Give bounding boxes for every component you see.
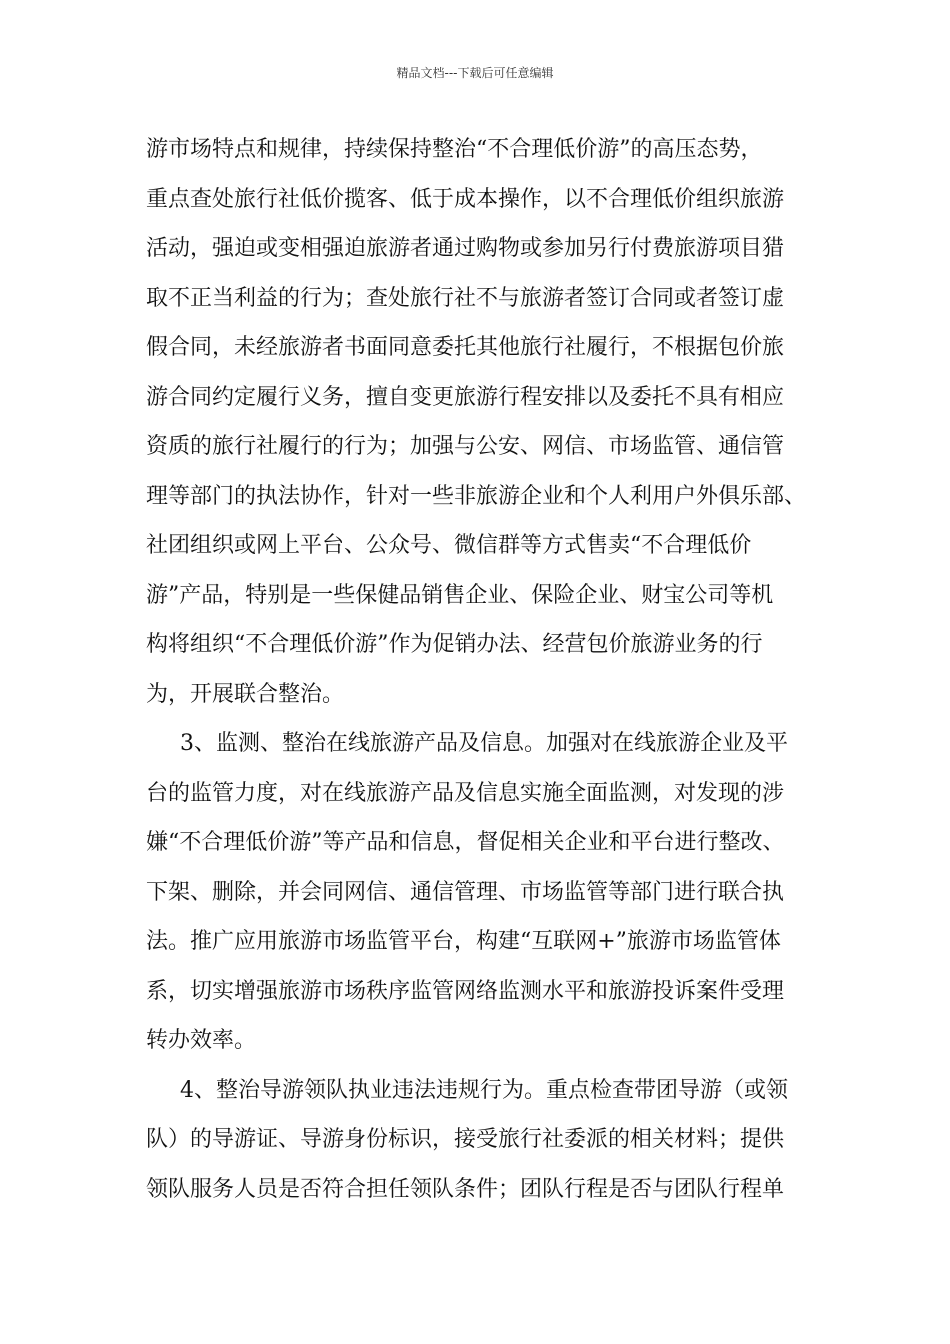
text-line: 资质的旅行社履行的行为；加强与公安、网信、市场监管、通信管: [146, 434, 785, 459]
text-line: 理等部门的执法协作，针对一些非旅游企业和个人利用户外俱乐部、: [146, 483, 807, 509]
text-line: 领队服务人员是否符合担任领队条件；团队行程是否与团队行程单: [146, 1176, 785, 1202]
paragraph-3: [146, 1066, 810, 1215]
text-line: 3、监测、整治在线旅游产品及信息。加强对在线旅游企业及平: [180, 731, 788, 756]
text-line: 下架、删除，并会同网信、通信管理、市场监管等部门进行联合执: [146, 879, 785, 905]
text-line: 为，开展联合整治。: [146, 681, 345, 707]
text-line: 游市场特点和规律，持续保持整治“不合理低价游”的高压态势，: [146, 137, 763, 162]
text-line: 嫌“不合理低价游”等产品和信息，督促相关企业和平台进行整改、: [146, 830, 785, 855]
text-line: 系，切实增强旅游市场秩序监管网络监测水平和旅游投诉案件受理: [146, 978, 785, 1004]
document-body: [146, 125, 810, 1214]
page-header: 精品文档---下载后可任意编辑: [396, 66, 554, 80]
text-line: 游合同约定履行义务，擅自变更旅游行程安排以及委托不具有相应: [146, 384, 785, 410]
text-line: 游”产品，特别是一些保健品销售企业、保险企业、财宝公司等机: [146, 582, 774, 608]
text-line: 队）的导游证、导游身份标识，接受旅行社委派的相关材料；提供: [146, 1127, 785, 1152]
paragraph-1: [146, 125, 810, 719]
text-line: 活动，强迫或变相强迫旅游者通过购物或参加另行付费旅游项目猎: [146, 236, 785, 261]
text-line: 法。推广应用旅游市场监管平台，构建“互联网+”旅游市场监管体: [146, 929, 781, 954]
text-line: 构将组织“不合理低价游”作为促销办法、经营包价旅游业务的行: [146, 632, 763, 657]
text-line: 重点查处旅行社低价揽客、低于成本操作，以不合理低价组织旅游: [146, 186, 785, 212]
text-line: 取不正当利益的行为；查处旅行社不与旅游者签订合同或者签订虚: [146, 285, 785, 311]
text-line: 社团组织或网上平台、公众号、微信群等方式售卖“不合理低价: [146, 533, 752, 558]
text-line: 台的监管力度，对在线旅游产品及信息实施全面监测，对发现的涉: [146, 780, 785, 806]
text-line: 假合同，未经旅游者书面同意委托其他旅行社履行，不根据包价旅: [146, 335, 785, 360]
text-line: 4、整治导游领队执业违法违规行为。重点检查带团导游（或领: [180, 1077, 788, 1103]
paragraph-2: [146, 719, 810, 1066]
text-line: 转办效率。: [146, 1028, 257, 1053]
